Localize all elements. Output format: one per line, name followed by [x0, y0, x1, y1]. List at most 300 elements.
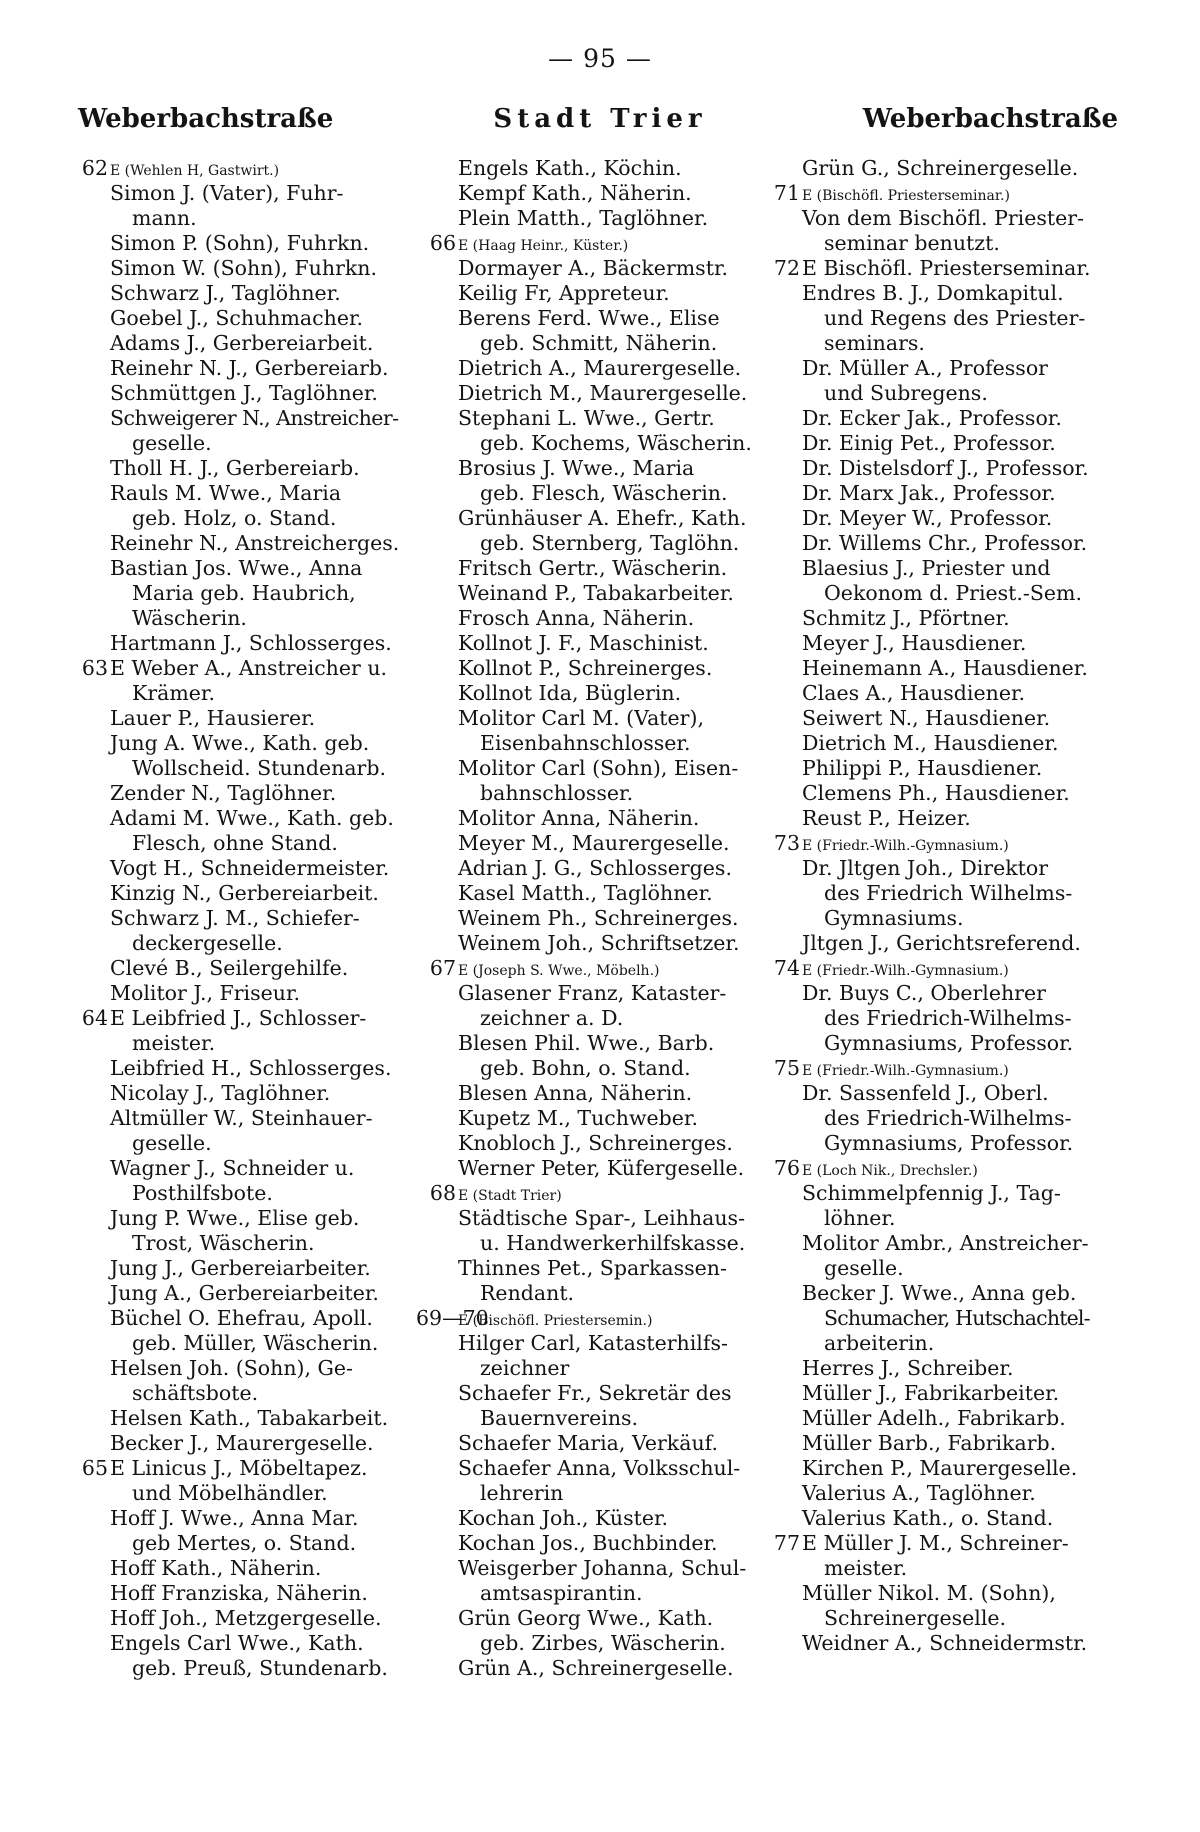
- directory-line: [68, 1406, 398, 1431]
- resident-entry: Wagner J., Schneider u.: [110, 1156, 355, 1180]
- resident-entry: Jung A. Wwe., Kath. geb.: [110, 731, 370, 755]
- house-number: 69—70: [416, 1306, 489, 1330]
- resident-entry: Blesen Anna, Näherin.: [458, 1081, 693, 1105]
- directory-line: [68, 1631, 398, 1656]
- directory-line: [416, 881, 746, 906]
- house-number: 66: [429, 231, 456, 255]
- house-number: 64: [81, 1006, 108, 1030]
- directory-line: [760, 506, 1090, 531]
- resident-entry: Molitor Carl (Sohn), Eisen-: [458, 756, 739, 780]
- resident-entry: Dr. Distelsdorf J., Professor.: [802, 456, 1089, 480]
- house-owner-note: E (Joseph S. Wwe., Möbelh.): [458, 963, 660, 979]
- directory-line: [68, 231, 398, 256]
- house-number: 74: [773, 956, 800, 980]
- resident-entry: Eisenbahnschlosser.: [480, 731, 691, 755]
- resident-entry: Wäscherin.: [132, 606, 247, 630]
- running-header-right: Weberbachstraße: [862, 104, 1118, 134]
- directory-line: [760, 581, 1090, 606]
- house-owner-note: E (Bischöfl. Priestersemin.): [458, 1313, 653, 1329]
- resident-entry: Berens Ferd. Wwe., Elise: [458, 306, 720, 330]
- directory-line: [760, 1506, 1090, 1531]
- resident-entry: Thinnes Pet., Sparkassen-: [458, 1256, 727, 1280]
- directory-line: [68, 1481, 398, 1506]
- resident-entry: Keilig Fr, Appreteur.: [458, 281, 670, 305]
- resident-entry: Schaefer Maria, Verkäuf.: [458, 1431, 719, 1455]
- directory-line: [68, 1306, 398, 1331]
- resident-entry: Molitor Anna, Näherin.: [458, 806, 700, 830]
- directory-line: [760, 181, 1090, 206]
- directory-line: [760, 906, 1090, 931]
- directory-line: [416, 1031, 746, 1056]
- resident-entry: Heinemann A., Hausdiener.: [802, 656, 1088, 680]
- resident-entry: Nicolay J., Taglöhner.: [110, 1081, 331, 1105]
- directory-line: [760, 756, 1090, 781]
- resident-entry: Blaesius J., Priester und: [802, 556, 1051, 580]
- resident-entry: Müller Adelh., Fabrikarb.: [802, 1406, 1066, 1430]
- resident-entry: Hartmann J., Schlosserges.: [110, 631, 392, 655]
- directory-line: [760, 1606, 1090, 1631]
- resident-entry: E Müller J. M., Schreiner-: [802, 1531, 1069, 1555]
- directory-line: [416, 681, 746, 706]
- directory-line: [68, 981, 398, 1006]
- house-number: 67: [429, 956, 456, 980]
- resident-entry: Kempf Kath., Näherin.: [458, 181, 692, 205]
- directory-line: [416, 506, 746, 531]
- resident-entry: Kollnot P., Schreinerges.: [458, 656, 713, 680]
- directory-line: [416, 581, 746, 606]
- directory-line: [416, 406, 746, 431]
- resident-entry: geb. Holz, o. Stand.: [132, 506, 337, 530]
- resident-entry: Wollscheid. Stundenarb.: [132, 756, 386, 780]
- directory-line: [416, 831, 746, 856]
- resident-entry: Adams J., Gerbereiarbeit.: [110, 331, 374, 355]
- directory-line: [68, 556, 398, 581]
- directory-line: [760, 1231, 1090, 1256]
- directory-line: [416, 806, 746, 831]
- house-number: 75: [773, 1056, 800, 1080]
- resident-entry: Grünhäuser A. Ehefr., Kath.: [458, 506, 747, 530]
- resident-entry: Grün A., Schreinergeselle.: [458, 1656, 734, 1680]
- resident-entry: meister.: [132, 1031, 216, 1055]
- resident-entry: Dietrich A., Maurergeselle.: [458, 356, 742, 380]
- directory-line: [68, 581, 398, 606]
- directory-line: [760, 656, 1090, 681]
- resident-entry: Kupetz M., Tuchweber.: [458, 1106, 698, 1130]
- resident-entry: Engels Carl Wwe., Kath.: [110, 1631, 364, 1655]
- directory-line: [68, 1181, 398, 1206]
- resident-entry: des Friedrich Wilhelms-: [824, 881, 1073, 905]
- resident-entry: Endres B. J., Domkapitul.: [802, 281, 1064, 305]
- resident-entry: Schimmelpfennig J., Tag-: [802, 1181, 1061, 1205]
- directory-line: [68, 506, 398, 531]
- resident-entry: Schumacher, Hutschachtel-: [824, 1306, 1090, 1330]
- resident-entry: Weinem Ph., Schreinerges.: [458, 906, 739, 930]
- resident-entry: Kochan Jos., Buchbinder.: [458, 1531, 718, 1555]
- directory-line: [68, 1581, 398, 1606]
- directory-line: [760, 1081, 1090, 1106]
- directory-line: [760, 556, 1090, 581]
- directory-line: [68, 1006, 398, 1031]
- resident-entry: amtsaspirantin.: [480, 1581, 643, 1605]
- house-owner-note: E (Wehlen H, Gastwirt.): [110, 163, 280, 179]
- resident-entry: Gymnasiums, Professor.: [824, 1131, 1074, 1155]
- resident-entry: Simon W. (Sohn), Fuhrkn.: [110, 256, 378, 280]
- directory-line: [68, 156, 398, 181]
- resident-entry: Valerius Kath., o. Stand.: [802, 1506, 1054, 1530]
- directory-line: [416, 256, 746, 281]
- directory-line: [760, 831, 1090, 856]
- resident-entry: Schwarz J., Taglöhner.: [110, 281, 341, 305]
- directory-line: [760, 1631, 1090, 1656]
- directory-line: [68, 331, 398, 356]
- directory-line: [760, 1306, 1090, 1331]
- resident-entry: arbeiterin.: [824, 1331, 935, 1355]
- directory-line: [68, 656, 398, 681]
- directory-line: [760, 731, 1090, 756]
- directory-line: [416, 706, 746, 731]
- directory-line: [760, 1456, 1090, 1481]
- directory-line: [68, 531, 398, 556]
- directory-line: [68, 706, 398, 731]
- directory-line: [416, 1406, 746, 1431]
- resident-entry: Hoff J. Wwe., Anna Mar.: [110, 1506, 359, 1530]
- directory-line: [416, 1531, 746, 1556]
- directory-line: [416, 1181, 746, 1206]
- resident-entry: Molitor J., Friseur.: [110, 981, 301, 1005]
- directory-line: [68, 1131, 398, 1156]
- resident-entry: geb Mertes, o. Stand.: [132, 1531, 357, 1555]
- resident-entry: Altmüller W., Steinhauer-: [110, 1106, 373, 1130]
- house-number: 63: [81, 656, 108, 680]
- directory-line: [68, 1531, 398, 1556]
- resident-entry: Helsen Kath., Tabakarbeit.: [110, 1406, 389, 1430]
- resident-entry: Trost, Wäscherin.: [132, 1231, 315, 1255]
- resident-entry: Claes A., Hausdiener.: [802, 681, 1026, 705]
- resident-entry: Tholl H. J., Gerbereiarb.: [110, 456, 360, 480]
- resident-entry: Meyer J., Hausdiener.: [802, 631, 1027, 655]
- directory-line: [68, 1206, 398, 1231]
- resident-entry: Clevé B., Seilergehilfe.: [110, 956, 349, 980]
- directory-line: [760, 631, 1090, 656]
- directory-line: [416, 1106, 746, 1131]
- resident-entry: geb. Preuß, Stundenarb.: [132, 1656, 388, 1680]
- resident-entry: Dr. Jltgen Joh., Direktor: [802, 856, 1049, 880]
- directory-line: [760, 1556, 1090, 1581]
- resident-entry: Dr. Einig Pet., Professor.: [802, 431, 1056, 455]
- resident-entry: Kasel Matth., Taglöhner.: [458, 881, 713, 905]
- directory-line: [68, 906, 398, 931]
- directory-line: [760, 231, 1090, 256]
- resident-entry: Dormayer A., Bäckermstr.: [458, 256, 729, 280]
- directory-line: [416, 1281, 746, 1306]
- directory-line: [760, 1181, 1090, 1206]
- resident-entry: Blesen Phil. Wwe., Barb.: [458, 1031, 715, 1055]
- resident-entry: Gymnasiums.: [824, 906, 964, 930]
- directory-line: [68, 856, 398, 881]
- directory-line: [416, 1006, 746, 1031]
- resident-entry: Knobloch J., Schreinerges.: [458, 1131, 733, 1155]
- resident-entry: Schwarz J. M., Schiefer-: [110, 906, 360, 930]
- directory-line: [760, 1481, 1090, 1506]
- house-owner-note: E (Loch Nik., Drechsler.): [802, 1163, 978, 1179]
- directory-line: [416, 631, 746, 656]
- directory-line: [68, 606, 398, 631]
- directory-line: [416, 956, 746, 981]
- resident-entry: deckergeselle.: [132, 931, 283, 955]
- house-number: 71: [773, 181, 800, 205]
- directory-line: [68, 881, 398, 906]
- resident-entry: Dr. Willems Chr., Professor.: [802, 531, 1088, 555]
- resident-entry: Molitor Carl M. (Vater),: [458, 706, 704, 730]
- directory-line: [68, 756, 398, 781]
- house-number: 62: [81, 156, 108, 180]
- resident-entry: Müller J., Fabrikarbeiter.: [802, 1381, 1060, 1405]
- resident-entry: Schaefer Anna, Volksschul-: [458, 1456, 741, 1480]
- house-owner-note: E (Haag Heinr., Küster.): [458, 238, 629, 254]
- resident-entry: Müller Barb., Fabrikarb.: [802, 1431, 1057, 1455]
- resident-entry: geselle.: [132, 1131, 212, 1155]
- directory-line: [416, 1081, 746, 1106]
- resident-entry: E Linicus J., Möbeltapez.: [110, 1456, 368, 1480]
- resident-entry: Schweigerer N., Anstreicher-: [110, 406, 399, 430]
- directory-line: [760, 956, 1090, 981]
- directory-line: [68, 1556, 398, 1581]
- directory-line: [68, 681, 398, 706]
- resident-entry: Kollnot Ida, Büglerin.: [458, 681, 682, 705]
- directory-line: [760, 256, 1090, 281]
- directory-line: [68, 931, 398, 956]
- directory-line: [68, 281, 398, 306]
- directory-line: [416, 556, 746, 581]
- directory-line: [760, 356, 1090, 381]
- directory-line: [68, 206, 398, 231]
- resident-entry: Schmüttgen J., Taglöhner.: [110, 381, 378, 405]
- directory-line: [760, 281, 1090, 306]
- running-header-center: Stadt Trier: [493, 104, 707, 134]
- resident-entry: und Subregens.: [824, 381, 988, 405]
- resident-entry: Weinand P., Tabakarbeiter.: [458, 581, 734, 605]
- directory-line: [760, 706, 1090, 731]
- house-owner-note: E (Bischöfl. Priesterseminar.): [802, 188, 1010, 204]
- resident-entry: Dr. Sassenfeld J., Oberl.: [802, 1081, 1049, 1105]
- resident-entry: Goebel J., Schuhmacher.: [110, 306, 364, 330]
- resident-entry: Städtische Spar-, Leihhaus-: [458, 1206, 745, 1230]
- house-number: 65: [81, 1456, 108, 1480]
- directory-line: [416, 181, 746, 206]
- directory-line: [68, 806, 398, 831]
- resident-entry: geb. Flesch, Wäscherin.: [480, 481, 728, 505]
- directory-line: [416, 1056, 746, 1081]
- resident-entry: Dr. Meyer W., Professor.: [802, 506, 1053, 530]
- resident-entry: Dr. Marx Jak., Professor.: [802, 481, 1056, 505]
- resident-entry: seminars.: [824, 331, 925, 355]
- directory-line: [416, 1606, 746, 1631]
- resident-entry: und Möbelhändler.: [132, 1481, 328, 1505]
- resident-entry: Weinem Joh., Schriftsetzer.: [458, 931, 740, 955]
- resident-entry: Leibfried H., Schlosserges.: [110, 1056, 392, 1080]
- directory-line: [416, 1306, 746, 1331]
- directory-column-3: [760, 156, 1090, 1656]
- directory-line: [760, 1281, 1090, 1306]
- directory-line: [760, 206, 1090, 231]
- directory-line: [416, 906, 746, 931]
- directory-line: [416, 1656, 746, 1681]
- directory-line: [416, 381, 746, 406]
- directory-line: [416, 1581, 746, 1606]
- house-number: 77: [773, 1531, 800, 1555]
- resident-entry: Werner Peter, Küfergeselle.: [458, 1156, 745, 1180]
- resident-entry: Kollnot J. F., Maschinist.: [458, 631, 709, 655]
- resident-entry: Glasener Franz, Kataster-: [458, 981, 727, 1005]
- resident-entry: Vogt H., Schneidermeister.: [110, 856, 390, 880]
- directory-line: [68, 1106, 398, 1131]
- directory-line: [68, 956, 398, 981]
- resident-entry: Simon J. (Vater), Fuhr-: [110, 181, 344, 205]
- resident-entry: Reinehr N., Anstreicherges.: [110, 531, 400, 555]
- resident-entry: Schaefer Fr., Sekretär des: [458, 1381, 732, 1405]
- resident-entry: Hoff Joh., Metzgergeselle.: [110, 1606, 382, 1630]
- directory-line: [68, 1281, 398, 1306]
- house-owner-note: E (Stadt Trier): [458, 1188, 562, 1204]
- resident-entry: Philippi P., Hausdiener.: [802, 756, 1043, 780]
- house-number: 68: [429, 1181, 456, 1205]
- resident-entry: Müller Nikol. M. (Sohn),: [802, 1581, 1056, 1605]
- directory-line: [68, 1456, 398, 1481]
- resident-entry: Von dem Bischöfl. Priester-: [802, 206, 1084, 230]
- directory-line: [760, 1381, 1090, 1406]
- house-owner-note: E (Friedr.-Wilh.-Gymnasium.): [802, 838, 1009, 854]
- resident-entry: Oekonom d. Priest.-Sem.: [824, 581, 1082, 605]
- resident-entry: Zender N., Taglöhner.: [110, 781, 337, 805]
- directory-line: [760, 781, 1090, 806]
- directory-line: [416, 781, 746, 806]
- directory-line: [416, 731, 746, 756]
- house-number: 76: [773, 1156, 800, 1180]
- resident-entry: Valerius A., Taglöhner.: [802, 1481, 1036, 1505]
- resident-entry: Gymnasiums, Professor.: [824, 1031, 1074, 1055]
- directory-line: [68, 1431, 398, 1456]
- resident-entry: geselle.: [824, 1256, 904, 1280]
- resident-entry: Bauernvereins.: [480, 1406, 639, 1430]
- directory-line: [760, 381, 1090, 406]
- resident-entry: Reinehr N. J., Gerbereiarb.: [110, 356, 389, 380]
- directory-line: [760, 1581, 1090, 1606]
- directory-line: [68, 181, 398, 206]
- resident-entry: Dr. Buys C., Oberlehrer: [802, 981, 1046, 1005]
- directory-line: [760, 931, 1090, 956]
- resident-entry: Lauer P., Hausierer.: [110, 706, 316, 730]
- resident-entry: Frosch Anna, Näherin.: [458, 606, 695, 630]
- resident-entry: mann.: [132, 206, 197, 230]
- directory-line: [760, 531, 1090, 556]
- resident-entry: Molitor Ambr., Anstreicher-: [802, 1231, 1089, 1255]
- directory-line: [68, 1381, 398, 1406]
- directory-line: [68, 631, 398, 656]
- directory-line: [416, 1231, 746, 1256]
- directory-line: [68, 1081, 398, 1106]
- resident-entry: Dietrich M., Hausdiener.: [802, 731, 1059, 755]
- directory-line: [68, 431, 398, 456]
- directory-line: [416, 431, 752, 456]
- directory-line: [416, 306, 746, 331]
- directory-line: [416, 1331, 746, 1356]
- directory-line: [760, 1106, 1090, 1131]
- directory-line: [760, 456, 1090, 481]
- resident-entry: Hoff Franziska, Näherin.: [110, 1581, 368, 1605]
- directory-line: [68, 456, 398, 481]
- directory-line: [68, 1231, 398, 1256]
- resident-entry: bahnschlosser.: [480, 781, 634, 805]
- directory-line: [416, 1631, 746, 1656]
- resident-entry: löhner.: [824, 1206, 896, 1230]
- directory-line: [416, 281, 746, 306]
- resident-entry: Kinzig N., Gerbereiarbeit.: [110, 881, 379, 905]
- directory-line: [68, 256, 398, 281]
- resident-entry: Jltgen J., Gerichtsreferend.: [802, 931, 1081, 955]
- directory-line: [416, 656, 746, 681]
- resident-entry: Clemens Ph., Hausdiener.: [802, 781, 1070, 805]
- resident-entry: Weisgerber Johanna, Schul-: [458, 1556, 747, 1580]
- directory-line: [416, 1431, 746, 1456]
- house-owner-note: E (Friedr.-Wilh.-Gymnasium.): [802, 963, 1009, 979]
- resident-entry: Grün Georg Wwe., Kath.: [458, 1606, 714, 1630]
- directory-line: [416, 1131, 746, 1156]
- house-number: 73: [773, 831, 800, 855]
- directory-line: [68, 1606, 398, 1631]
- resident-entry: Hilger Carl, Katasterhilfs-: [458, 1331, 728, 1355]
- resident-entry: Maria geb. Haubrich,: [132, 581, 356, 605]
- directory-line: [68, 306, 398, 331]
- directory-line: [760, 406, 1090, 431]
- resident-entry: geb. Müller, Wäscherin.: [132, 1331, 379, 1355]
- directory-line: [416, 1456, 746, 1481]
- directory-line: [416, 206, 746, 231]
- directory-line: [760, 1006, 1090, 1031]
- resident-entry: E Leibfried J., Schlosser-: [110, 1006, 367, 1030]
- directory-line: [68, 1506, 398, 1531]
- resident-entry: Adami M. Wwe., Kath. geb.: [110, 806, 394, 830]
- resident-entry: geb. Zirbes, Wäscherin.: [480, 1631, 726, 1655]
- resident-entry: Hoff Kath., Näherin.: [110, 1556, 322, 1580]
- directory-line: [416, 531, 746, 556]
- directory-line: [416, 331, 746, 356]
- directory-column-1: [68, 156, 398, 1681]
- directory-line: [760, 1056, 1090, 1081]
- directory-line: [760, 806, 1090, 831]
- resident-entry: Jung A., Gerbereiarbeiter.: [110, 1281, 379, 1305]
- resident-entry: meister.: [824, 1556, 908, 1580]
- directory-line: [68, 731, 398, 756]
- resident-entry: Engels Kath., Köchin.: [458, 156, 682, 180]
- resident-entry: zeichner: [480, 1356, 570, 1380]
- resident-entry: Becker J. Wwe., Anna geb.: [802, 1281, 1077, 1305]
- directory-line: [760, 856, 1090, 881]
- resident-entry: Grün G., Schreinergeselle.: [802, 156, 1079, 180]
- directory-line: [416, 981, 746, 1006]
- directory-line: [68, 1356, 398, 1381]
- resident-entry: Becker J., Maurergeselle.: [110, 1431, 374, 1455]
- directory-line: [416, 156, 746, 181]
- resident-entry: Stephani L. Wwe., Gertr.: [458, 406, 715, 430]
- resident-entry: Meyer M., Maurergeselle.: [458, 831, 730, 855]
- resident-entry: Krämer.: [132, 681, 215, 705]
- resident-entry: Bastian Jos. Wwe., Anna: [110, 556, 363, 580]
- directory-line: [416, 1356, 746, 1381]
- directory-line: [68, 1256, 398, 1281]
- resident-entry: schäftsbote.: [132, 1381, 259, 1405]
- resident-entry: geb. Schmitt, Näherin.: [480, 331, 718, 355]
- directory-line: [416, 356, 746, 381]
